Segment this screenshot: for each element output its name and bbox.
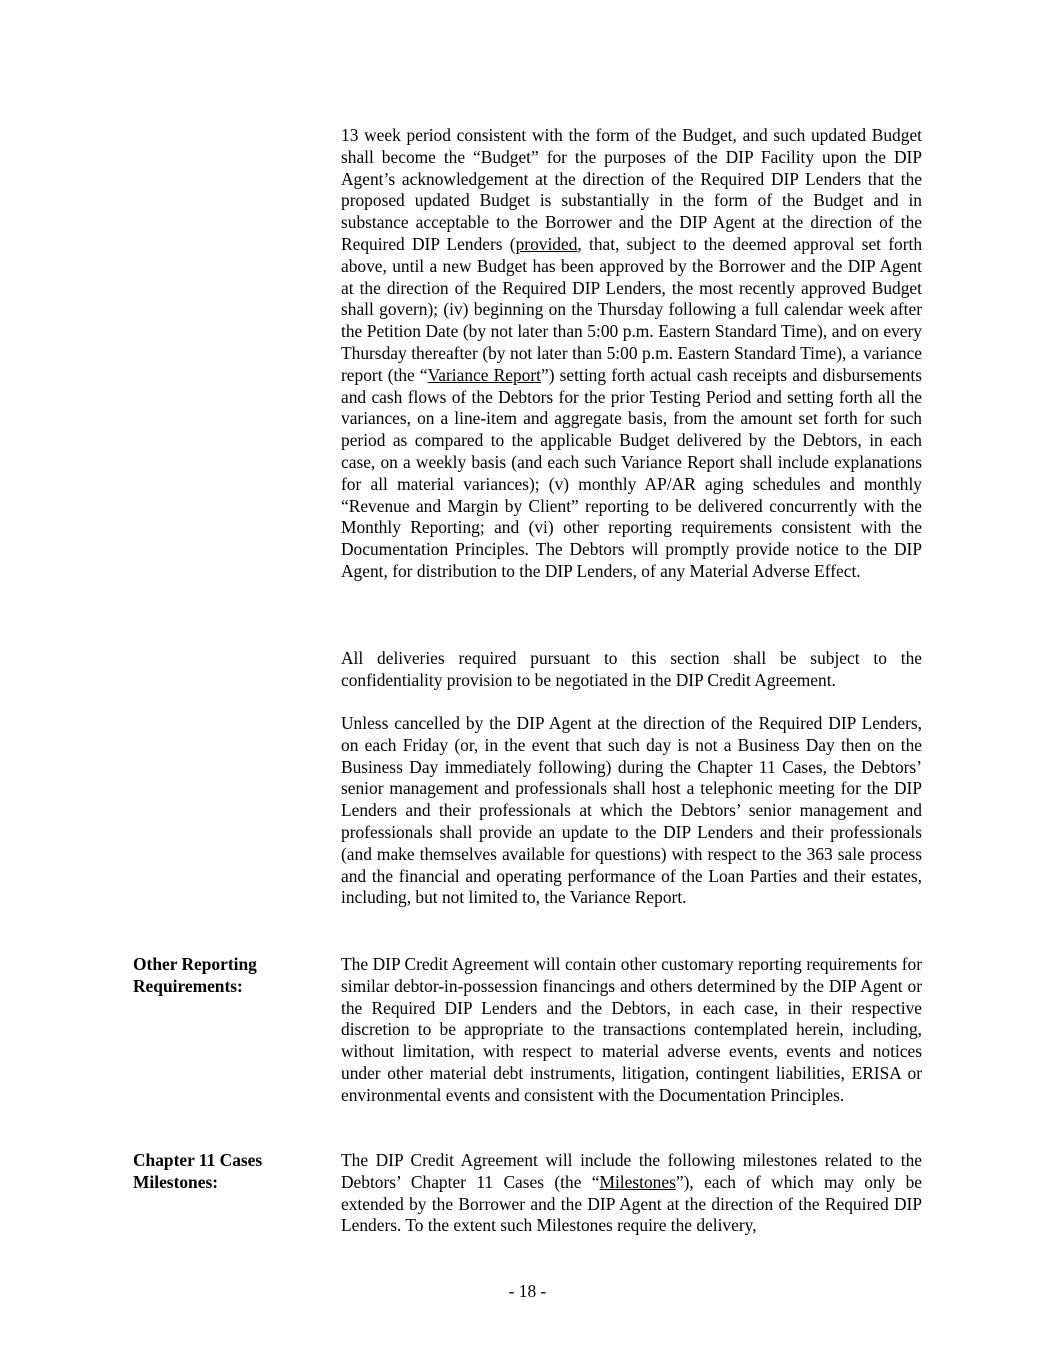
other-reporting-paragraph: The DIP Credit Agreement will contain other customary reporting requirements for similar debtor-in-possession financings and others determined by the DIP Agent or the Required DIP Lenders and the Debtors, in each case, in their respective discretion to be appropriate to the transactions contemplated herein, including, without limitation, with respect to material adverse events, events and notices under other material debt instruments, litigation, contingent liabilities, ERISA or environmental events and consistent with the Documentation Principles. (341, 954, 922, 1105)
other-reporting-heading: Other Reporting Requirements: (133, 954, 257, 996)
variance-report-term: Variance Report (427, 364, 541, 385)
milestones-heading: Chapter 11 Cases Milestones: (133, 1150, 263, 1192)
provided-term: provided (515, 233, 578, 254)
milestones-term: Milestones (599, 1171, 676, 1192)
page-number: - 18 - (508, 1281, 547, 1301)
budget-reporting-paragraph: 13 week period consistent with the form of the Budget, and such updated Budget shall become the “Budget” for the purposes of the DIP Facility upon the DIP Agent’s acknowledgement at the direction of the Required DIP Lenders that the proposed updated Budget is substantially in the form of the Budget and in substance acceptable to the Borrower and the DIP Agent at the direction of the Required DIP Lenders (provided, that, subject to the deemed approval set forth above, until a new Budget has been approved by the Borrower and the DIP Agent at the direction of the Required DIP Lenders, the most recently approved Budget shall govern); (iv) beginning on the Thursday following a full calendar week after the Petition Date (by not later than 5:00 p.m. Eastern Standard Time), and on every Thursday thereafter (by not later than 5:00 p.m. Eastern Standard Time), a variance report (the “Variance Report”) setting forth actual cash receipts and disbursements and cash flows of the Debtors for the prior Testing Period and setting forth all the variances, on a line-item and aggregate basis, from the amount set forth for such period as compared to the applicable Budget delivered by the Debtors, in each case, on a weekly basis (and each such Variance Report shall include explanations for all material variances); (v) monthly AP/AR aging schedules and monthly “Revenue and Margin by Client” reporting to be delivered concurrently with the Monthly Reporting; and (vi) other reporting requirements consistent with the Documentation Principles. The Debtors will promptly provide notice to the DIP Agent, for distribution to the DIP Lenders, of any Material Adverse Effect. (341, 125, 923, 581)
milestones-paragraph: The DIP Credit Agreement will include the following milestones related to the Debtors’ Chapter 11 Cases (the “Milestones”), each of which may only be extended by the Borrower and the DIP Agent at the direction of the Required DIP Lenders. To the extent such Milestones require the delivery, (341, 1150, 923, 1236)
weekly-meeting-paragraph: Unless cancelled by the DIP Agent at the direction of the Required DIP Lenders, on each Friday (or, in the event that such day is not a Business Day then on the Business Day immediately following) during the Chapter 11 Cases, the Debtors’ senior management and professionals shall host a telephonic meeting for the DIP Lenders and their professionals at which the Debtors’ senior management and professionals shall provide an update to the DIP Lenders and their professionals (and make themselves available for questions) with respect to the 363 sale process and the financial and operating performance of the Loan Parties and their estates, including, but not limited to, the Variance Report. (341, 713, 922, 908)
deliveries-paragraph: All deliveries required pursuant to this section shall be subject to the confidentiality provision to be negotiated in the DIP Credit Agreement. (341, 648, 922, 690)
